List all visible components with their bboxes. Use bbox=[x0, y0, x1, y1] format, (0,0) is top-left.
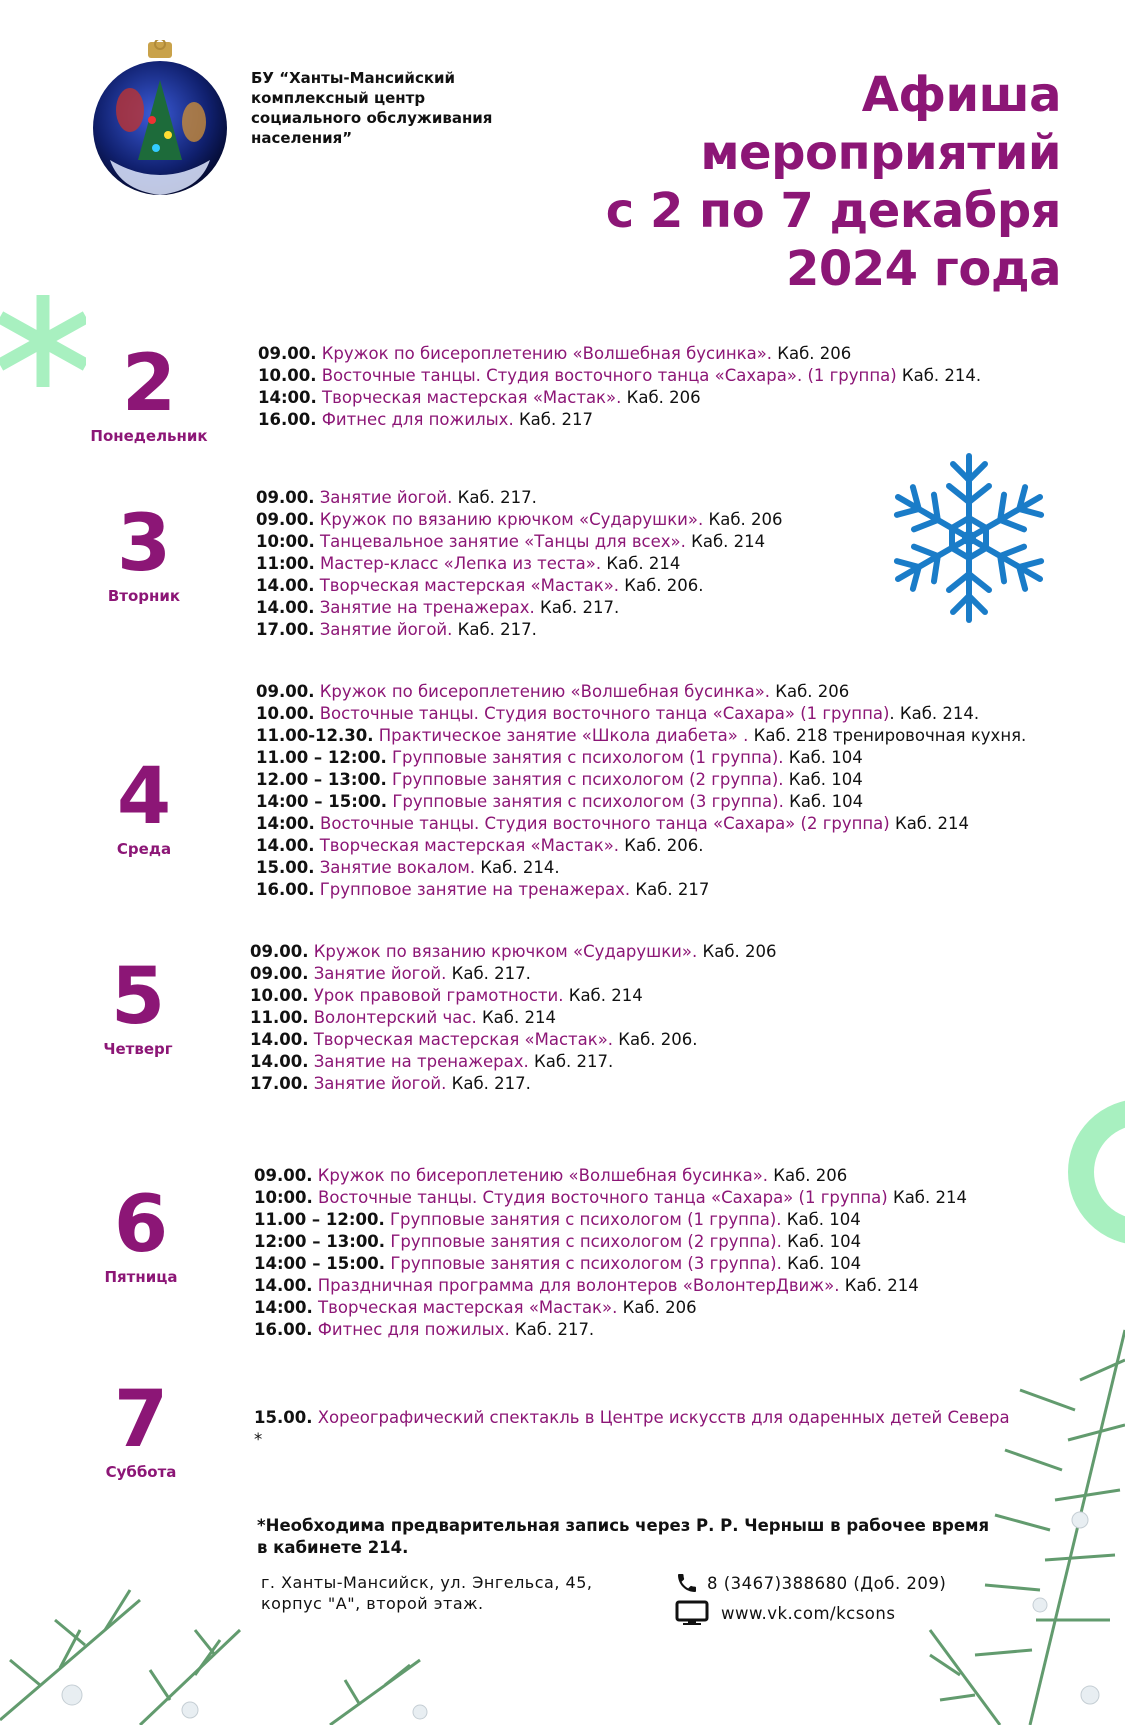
event-item: 12.00 – 13:00. Групповые занятия с психологом (2 группа). Каб. 104 bbox=[256, 770, 863, 789]
day-thursday bbox=[58, 952, 218, 1058]
events-wednesday bbox=[256, 681, 1026, 901]
event-item: 14:00 – 15:00. Групповые занятия с психологом (3 группа). Каб. 104 bbox=[254, 1254, 862, 1273]
event-item: 10.00. Урок правовой грамотности. Каб. 214 bbox=[250, 986, 643, 1005]
day-number: 6 bbox=[113, 1180, 169, 1270]
day-name: Понедельник bbox=[90, 427, 208, 445]
event-item: 11.00. Волонтерский час. Каб. 214 bbox=[250, 1008, 556, 1027]
day-name: Среда bbox=[116, 840, 172, 858]
title-line-4: 2024 года bbox=[785, 241, 1061, 297]
event-item: 12:00 – 13:00. Групповые занятия с психологом (2 группа). Каб. 104 bbox=[254, 1232, 862, 1251]
event-item: 14.00. Праздничная программа для волонтеров «ВолонтерДвиж». Каб. 214 bbox=[254, 1276, 919, 1295]
event-item: 09.00. Занятие йогой. Каб. 217. bbox=[256, 488, 537, 507]
website-link[interactable]: www.vk.com/kcsons bbox=[721, 1603, 896, 1623]
event-item: 11.00 – 12:00. Групповые занятия с психологом (1 группа). Каб. 104 bbox=[254, 1210, 861, 1229]
event-item: 15.00. Занятие вокалом. Каб. 214. bbox=[256, 858, 560, 877]
event-item: 10.00. Восточные танцы. Студия восточного танца «Сахара». (1 группа) Каб. 214. bbox=[258, 366, 982, 385]
event-item: 14:00. Творческая мастерская «Мастак». Каб. 206 bbox=[258, 388, 701, 407]
monitor-icon bbox=[675, 1600, 709, 1626]
day-number: 3 bbox=[116, 499, 172, 589]
day-number: 7 bbox=[113, 1375, 169, 1465]
phone-contact bbox=[675, 1571, 946, 1595]
phone-number: 8 (3467)388680 (Доб. 209) bbox=[707, 1573, 947, 1593]
event-item: 11:00. Мастер-класс «Лепка из теста». Каб. 214 bbox=[256, 554, 681, 573]
registration-note: *Необходима предварительная запись через Р. Р. Черныш в рабочее время в кабинете 214. bbox=[257, 1516, 990, 1557]
event-item: 16.00. Групповое занятие на тренажерах. Каб. 217 bbox=[256, 880, 710, 899]
day-number: 4 bbox=[116, 752, 172, 842]
christmas-ornament-image bbox=[90, 40, 230, 210]
events-tuesday bbox=[256, 487, 782, 641]
event-item: 15.00. Хореографический спектакль в Центре искусств для одаренных детей Севера * bbox=[254, 1408, 1010, 1449]
day-name: Вторник bbox=[107, 587, 181, 605]
day-saturday bbox=[61, 1375, 221, 1481]
event-item: 14.00. Творческая мастерская «Мастак». Каб. 206. bbox=[256, 836, 704, 855]
event-item: 10:00. Восточные танцы. Студия восточного танца «Сахара» (1 группа) Каб. 214 bbox=[254, 1188, 967, 1207]
day-friday bbox=[61, 1180, 221, 1286]
day-name: Пятница bbox=[104, 1268, 178, 1286]
title-line-3: с 2 по 7 декабря bbox=[605, 183, 1061, 239]
day-name: Суббота bbox=[105, 1463, 177, 1481]
event-item: 09.00. Кружок по бисероплетению «Волшебная бусинка». Каб. 206 bbox=[256, 682, 850, 701]
event-item: 17.00. Занятие йогой. Каб. 217. bbox=[256, 620, 537, 639]
event-item: 14:00. Творческая мастерская «Мастак». Каб. 206 bbox=[254, 1298, 697, 1317]
title-line-2: мероприятий bbox=[700, 125, 1061, 181]
event-item: 16.00. Фитнес для пожилых. Каб. 217 bbox=[258, 410, 593, 429]
pine-branches-decoration bbox=[0, 1300, 1125, 1725]
event-item: 14.00. Занятие на тренажерах. Каб. 217. bbox=[256, 598, 620, 617]
day-number: 2 bbox=[121, 339, 177, 429]
day-monday bbox=[69, 339, 229, 445]
website-contact bbox=[675, 1600, 895, 1626]
events-monday bbox=[258, 343, 981, 431]
organization-name: БУ “Ханты-Мансийский комплексный центр социального обслуживания населения” bbox=[251, 69, 493, 147]
title-line-1: Афиша bbox=[861, 67, 1061, 123]
address: г. Ханты-Мансийск, ул. Энгельса, 45, корпус "А", второй этаж. bbox=[261, 1573, 593, 1613]
event-item: 14:00. Восточные танцы. Студия восточного танца «Сахара» (2 группа) Каб. 214 bbox=[256, 814, 969, 833]
event-item: 14.00. Творческая мастерская «Мастак». Каб. 206. bbox=[256, 576, 704, 595]
event-item: 14.00. Занятие на тренажерах. Каб. 217. bbox=[250, 1052, 614, 1071]
event-item: 14:00 – 15:00. Групповые занятия с психологом (3 группа). Каб. 104 bbox=[256, 792, 864, 811]
event-item: 14.00. Творческая мастерская «Мастак». Каб. 206. bbox=[250, 1030, 698, 1049]
ring-decoration-icon bbox=[1066, 1097, 1125, 1247]
events-friday bbox=[254, 1165, 967, 1341]
event-item: 09.00. Кружок по вязанию крючком «Сударушки». Каб. 206 bbox=[250, 942, 777, 961]
page-title bbox=[606, 66, 1061, 298]
day-name: Четверг bbox=[103, 1040, 173, 1058]
event-item: 09.00. Кружок по бисероплетению «Волшебная бусинка». Каб. 206 bbox=[258, 344, 852, 363]
event-item: 11.00 – 12:00. Групповые занятия с психологом (1 группа). Каб. 104 bbox=[256, 748, 863, 767]
snowflake-icon bbox=[875, 452, 1063, 624]
day-number: 5 bbox=[110, 952, 166, 1042]
events-thursday bbox=[250, 941, 776, 1095]
phone-icon bbox=[675, 1571, 699, 1595]
event-item: 09.00. Кружок по бисероплетению «Волшебная бусинка». Каб. 206 bbox=[254, 1166, 848, 1185]
event-item: 10:00. Танцевальное занятие «Танцы для всех». Каб. 214 bbox=[256, 532, 766, 551]
event-item: 11.00-12.30. Практическое занятие «Школа диабета» . Каб. 218 тренировочная кухня. bbox=[256, 726, 1027, 745]
event-item: 17.00. Занятие йогой. Каб. 217. bbox=[250, 1074, 531, 1093]
event-item: 10.00. Восточные танцы. Студия восточного танца «Сахара» (1 группа). Каб. 214. bbox=[256, 704, 980, 723]
event-item: 09.00. Кружок по вязанию крючком «Сударушки». Каб. 206 bbox=[256, 510, 783, 529]
event-item: 09.00. Занятие йогой. Каб. 217. bbox=[250, 964, 531, 983]
day-wednesday bbox=[64, 752, 224, 858]
event-item: 16.00. Фитнес для пожилых. Каб. 217. bbox=[254, 1320, 595, 1339]
day-tuesday bbox=[64, 499, 224, 605]
events-saturday bbox=[254, 1407, 1014, 1451]
